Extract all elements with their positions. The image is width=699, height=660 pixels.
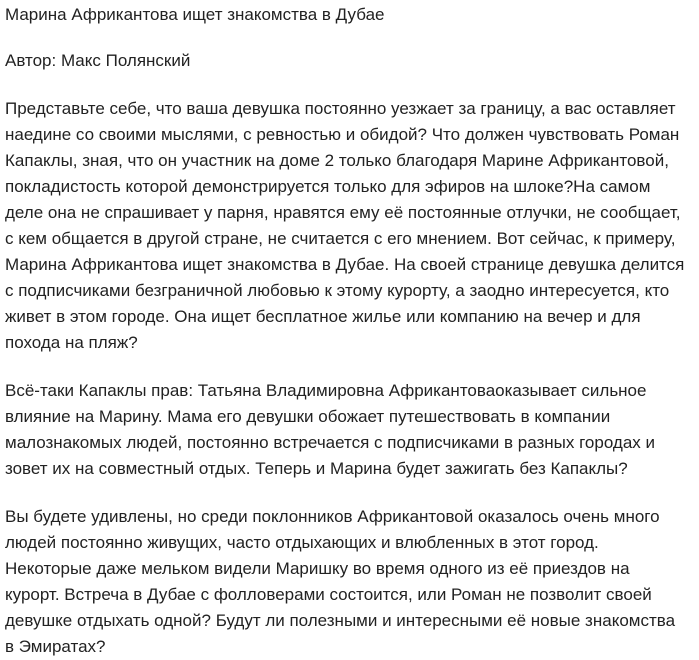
article-paragraph-2: Всё-таки Капаклы прав: Татьяна Владимировна Африкантоваоказывает сильное влияние на Марину. Мама его девушки обожает путешествовать в компании малознакомых людей, постоянно встречается с подписчиками в разных городах и зовет их на совместный отдых. Теперь и Марина будет зажигать без Капаклы? bbox=[5, 381, 656, 478]
article-author: Автор: Макс Полянский bbox=[5, 51, 191, 70]
article-paragraph-1: Представьте себе, что ваша девушка постоянно уезжает за границу, а вас оставляет наедине со своими мыслями, с ревностью и обидой? Что должен чувствовать Роман Капаклы, зная, что он участник на доме 2 только благодаря Марине Африкантовой, покладистость которой демонстрируется только для эфиров на шлоке?На самом деле она не спрашивает у парня, нравятся ему её постоянные отлучки, не сообщает, с кем общается в другой стране, не считается с его мнением. Вот сейчас, к примеру, Марина Африкантова ищет знакомства в Дубае. На своей странице девушка делится с подписчиками безграничной любовью к этому курорту, а заодно интересуется, кто живет в этом городе. Она ищет бесплатное жилье или компанию на вечер и для похода на пляж? bbox=[5, 99, 685, 352]
article-paragraph-3: Вы будете удивлены, но среди поклонников Африкантовой оказалось очень много людей постоянно живущих, часто отдыхающих и влюбленных в этот город. Некоторые даже мельком видели Маришку во время одного из её приездов на курорт. Встреча в Дубае с фолловерами состоится, или Роман не позволит своей девушке отдыхать одной? Будут ли полезными и интересными её новые знакомства в Эмиратах? bbox=[5, 507, 676, 656]
article-title: Марина Африкантова ищет знакомства в Дубае bbox=[5, 5, 385, 24]
article bbox=[5, 0, 685, 660]
